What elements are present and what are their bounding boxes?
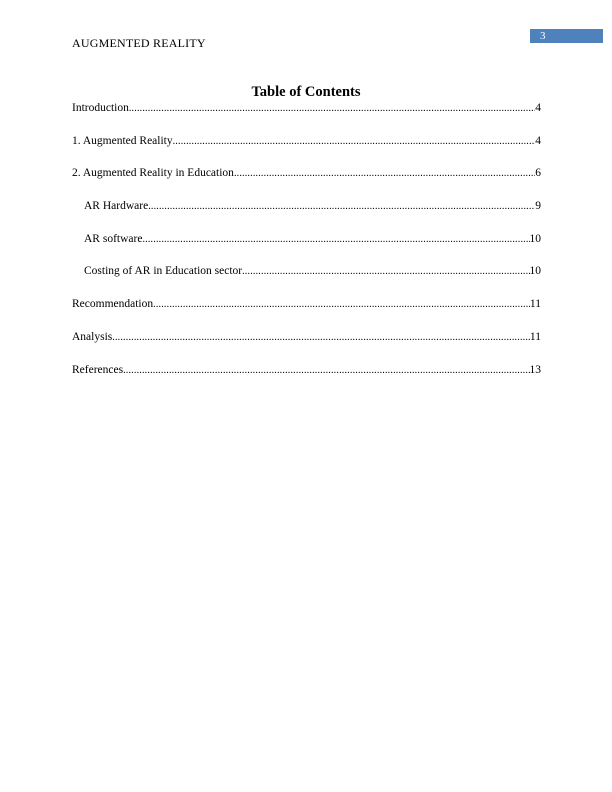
toc-entry-text[interactable]: 1. Augmented Reality xyxy=(72,134,173,147)
toc-dot-leader xyxy=(242,265,529,279)
toc-entry-page[interactable]: 10 xyxy=(529,232,541,245)
toc-dot-leader xyxy=(123,364,529,378)
toc-entry-text[interactable]: Recommendation xyxy=(72,298,154,311)
table-of-contents xyxy=(72,101,541,395)
toc-entry-text[interactable]: Introduction xyxy=(72,102,129,114)
toc-entry-references[interactable] xyxy=(72,363,541,377)
toc-dot-leader xyxy=(173,135,536,149)
toc-entry-page[interactable]: 4 xyxy=(535,134,541,147)
toc-title: Table of Contents xyxy=(251,84,361,100)
toc-entry-ar-hardware[interactable] xyxy=(72,199,541,213)
toc-entry-text[interactable]: Costing of AR in Education sector xyxy=(84,265,243,278)
toc-entry-page[interactable]: 6 xyxy=(535,167,541,180)
toc-entry-text[interactable]: Analysis xyxy=(72,330,113,343)
toc-entry-page[interactable]: 4 xyxy=(535,102,541,114)
toc-entry-page[interactable]: 10 xyxy=(529,265,541,278)
toc-dot-leader xyxy=(129,102,535,116)
toc-entry-ar-in-education[interactable] xyxy=(72,166,541,180)
page-number: 3 xyxy=(540,30,546,42)
page-number-box xyxy=(530,29,603,43)
toc-entry-text[interactable]: AR software xyxy=(84,232,143,245)
toc-entry-ar-software[interactable] xyxy=(72,232,541,246)
toc-entry-introduction[interactable] xyxy=(72,101,541,115)
toc-dot-leader xyxy=(234,167,535,181)
toc-entry-page[interactable]: 9 xyxy=(535,200,541,213)
toc-dot-leader xyxy=(148,200,535,214)
toc-entry-analysis[interactable] xyxy=(72,330,541,344)
toc-entry-text[interactable]: References xyxy=(72,363,124,376)
toc-entry-text[interactable]: AR Hardware xyxy=(84,200,149,213)
toc-dot-leader xyxy=(112,331,530,345)
toc-entry-costing-of-ar[interactable] xyxy=(72,264,541,278)
toc-entry-page[interactable]: 13 xyxy=(529,363,541,376)
toc-entry-page[interactable]: 11 xyxy=(529,298,541,311)
toc-entry-text[interactable]: 2. Augmented Reality in Education xyxy=(72,167,234,180)
toc-entry-recommendation[interactable] xyxy=(72,297,541,311)
toc-entry-page[interactable]: 11 xyxy=(529,330,541,343)
running-header: AUGMENTED REALITY xyxy=(72,36,206,50)
toc-dot-leader xyxy=(153,298,530,312)
toc-entry-augmented-reality[interactable] xyxy=(72,134,541,148)
toc-dot-leader xyxy=(142,233,529,247)
